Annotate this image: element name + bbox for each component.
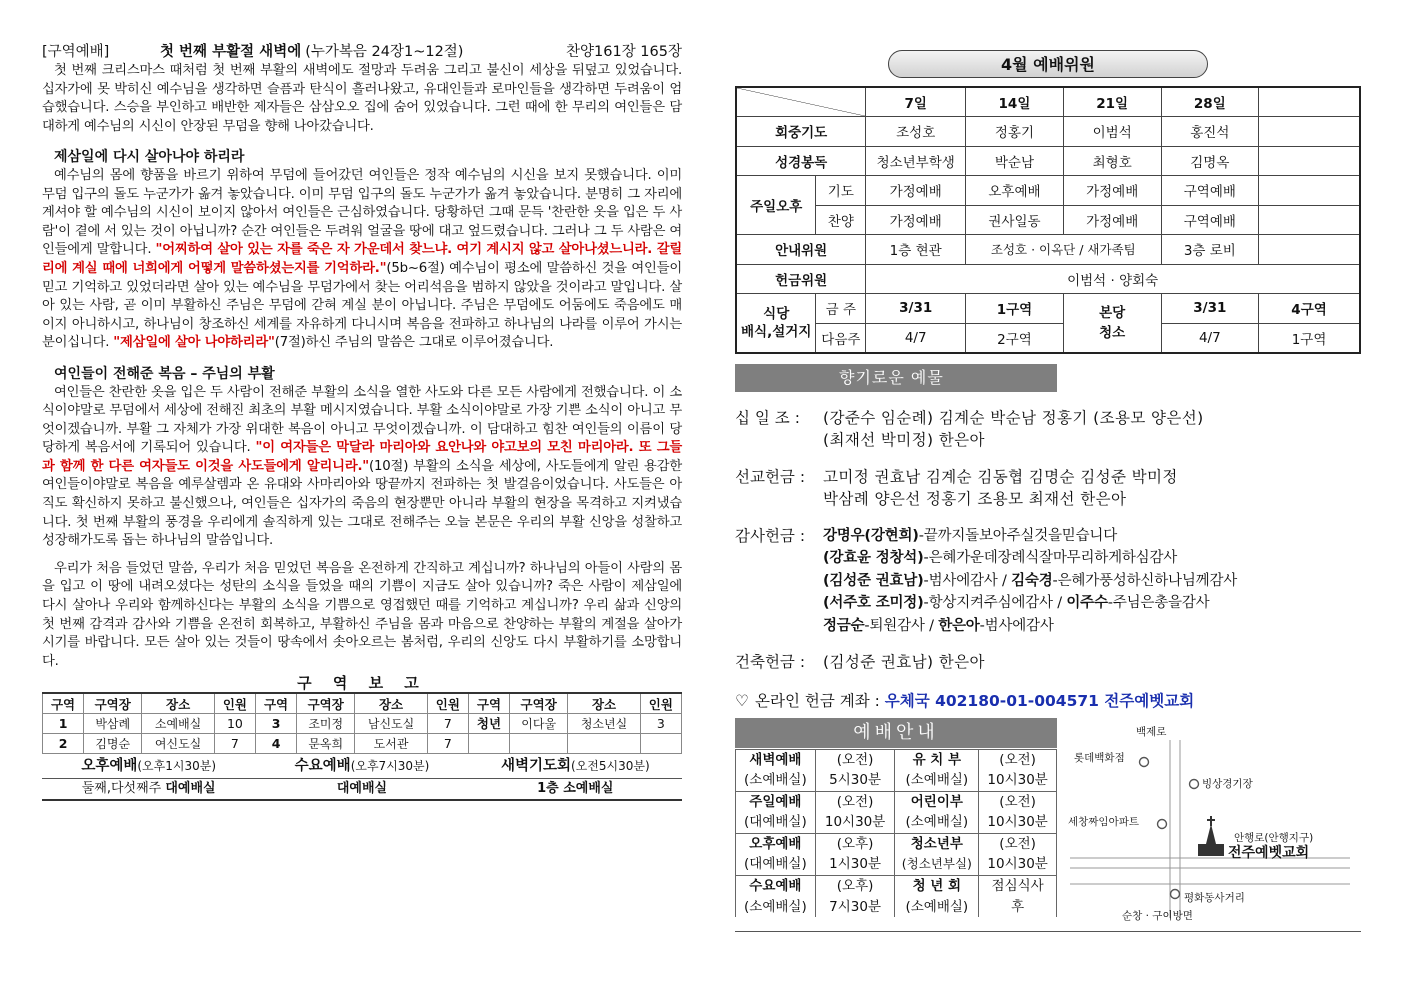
map-label: 롯데백화점 (1074, 751, 1125, 764)
thanks-text: -은혜가풍성하신하나님께감사 (1052, 572, 1238, 589)
cell (568, 733, 641, 753)
map-label: 순창 · 구이방면 (1122, 909, 1193, 922)
cell: 10 (214, 713, 255, 733)
thanks-name: 강명우(강현희) (823, 527, 919, 544)
col-leader: 구역장 (84, 693, 142, 713)
thanks-name: 정금순 (823, 617, 865, 634)
cell: 가정예배 (1063, 176, 1161, 206)
wednesday-worship (255, 754, 468, 778)
service-name: 새벽예배 (749, 751, 802, 768)
dawn-prayer (469, 754, 682, 778)
sub-label: 다음주 (816, 323, 866, 353)
cell: 청소년부학생 (866, 146, 966, 176)
cell: 10시30분 (815, 812, 895, 833)
table-row (736, 117, 1360, 147)
col-count: 인원 (640, 693, 681, 713)
cell: (청소년부실) (895, 854, 979, 875)
clean-label-2: 청소 (1099, 324, 1126, 341)
thanks-name: (김성준 권효남) (823, 572, 924, 589)
blank-cell (1259, 87, 1360, 117)
sermon-paragraph-1: 첫 번째 크리스마스 때처럼 첫 번째 부활의 새벽에도 절망과 두려움 그리고 불신이 세상을 뒤덮고 있었습니다. 십자가에 못 박히신 예수님을 생각하면 슬픔과 탄식이 흘러나왔고, 유대인들과 로마인들을 생각하면 두려움이 엄습했습니다. 스승을 부인하고 배반한 제자들은 삼삼오오 집에 숨어 있었습니다. 그런 때에 한 무리의 여인들은 담대하게 예수님의 시신이 안장된 무덤을 향해 나아갔습니다. (42, 63, 682, 134)
sermon-page (42, 38, 682, 801)
online-account (735, 688, 1361, 714)
meal-label-1: 식당 (763, 305, 790, 322)
date-cell: 14일 (966, 87, 1064, 117)
tithe-line-2: (최재선 박미정) 한은아 (823, 431, 985, 449)
blank-cell (1259, 235, 1360, 265)
afternoon-worship (42, 754, 255, 778)
map-label: 평화동사거리 (1184, 891, 1245, 904)
wednesday-worship-label: 수요예배 (294, 757, 351, 774)
blank-cell (1259, 117, 1360, 147)
cell: 2 (43, 733, 84, 753)
building-label: 건축헌금 : (735, 653, 806, 671)
dawn-prayer-label: 새벽기도회 (500, 757, 572, 774)
sermon-hymn: 찬양161장 165장 (566, 43, 682, 60)
cell: (소예배실) (895, 896, 979, 917)
row-label: 주일오후 (736, 176, 816, 235)
afternoon-worship-label: 오후예배 (81, 757, 138, 774)
cell (736, 833, 816, 854)
cell: (소예배실) (736, 770, 816, 791)
thanks-entry (735, 525, 1361, 638)
cell: 1층 현관 (866, 235, 966, 265)
sermon-subheading-2: 여인들이 전해준 복음 – 주님의 부활 (54, 365, 275, 382)
dawn-prayer-place (469, 779, 682, 799)
thanks-line (823, 570, 1237, 593)
corner-cell (736, 87, 866, 117)
cell: 청소년실 (568, 713, 641, 733)
date-cell: 7일 (866, 87, 966, 117)
table-row (43, 733, 682, 753)
sermon-p2b: (5b~6절) 예수님이 평소에 말씀하신 것을 여인들이 믿고 기억하고 있었더라면 살아 있는 예수님을 무덤가에서 찾는 어리석음을 범하지 않았을 것이라고 말입니다. 살아 있는 사람, 곧 이미 부활하신 주님은 무덤에 갇혀 계실 분이 아닙니다. 주님은 무덤에도 어둠에도 죽음에도 매이지 아니하시고, 하나님이 창조하신 세계를 자유하게 다니시며 복음을 전파하고 하나님의 나라를 이루어 가시는 분이십니다. (42, 260, 682, 351)
cell: 김명옥 (1161, 146, 1259, 176)
info-page (735, 50, 1361, 932)
cell: 박순남 (966, 146, 1064, 176)
mission-line-1: 고미정 권효남 김계순 김동협 김명순 김성준 박미정 (823, 467, 1178, 486)
cell: (오전) (979, 791, 1057, 812)
cell: 홍진석 (1161, 117, 1259, 147)
cell (895, 875, 979, 896)
worship-guide-title: 예배안내 (735, 718, 1057, 748)
table-row (736, 235, 1360, 265)
cell: 7 (427, 713, 468, 733)
sermon-quote-2: "제삼일에 살아 나야하리라" (113, 335, 275, 351)
cell: 남신도실 (355, 713, 428, 733)
table-row (736, 791, 1057, 812)
worship-places-row (42, 779, 682, 801)
cell (895, 791, 979, 812)
sermon-title: 첫 번째 부활절 새벽에 (160, 43, 302, 60)
cell: 최형호 (1063, 146, 1161, 176)
map-label: 안행로(안행지구) (1234, 831, 1314, 844)
thanks-line (823, 525, 1237, 548)
table-row (736, 264, 1360, 294)
cell: 권사일동 (966, 205, 1064, 235)
cell: 7시30분 (815, 896, 895, 917)
thanks-name: 한은아 (938, 617, 980, 634)
cell: 1구역 (1259, 323, 1360, 353)
tithe-label: 십 일 조 : (735, 408, 800, 427)
col-district: 구역 (43, 693, 84, 713)
service-name: 주일예배 (749, 793, 802, 810)
wednesday-worship-room: 대예배실 (336, 780, 388, 796)
sermon-p2a: 예수님의 몸에 향품을 바르기 위하여 무덤에 들어갔던 여인들은 정작 예수님의 시신을 보지 못했습니다. 이미 무덤 입구의 돌도 누군가가 옮겨 놓았습니다. 이미 무덤 입구의 돌도 누군가가 옮겨 놓았습니다. 분명히 그 자리에 계셔야 할 예수님의 시신이 보이지 않아서 여인들은 근심하였습니다. 당황하던 그때 문득 '찬란한 옷을 입은 두 사람'이 곁에 서 있는 것이 아닙니까? 순간 여인들은 두려워 얼굴을 땅에 대고 엎드렸습니다. 그러나 그 두 사람은 여인들에게 말합니다. (42, 167, 682, 258)
cell: (오전) (979, 833, 1057, 854)
cell: 4구역 (1259, 294, 1360, 324)
cell: 10시30분 (979, 854, 1057, 875)
offerings-list (735, 407, 1361, 674)
table-row (736, 833, 1057, 854)
cell: 점심식사 (979, 875, 1057, 896)
service-name: 유 치 부 (912, 751, 962, 768)
sermon-paragraph-4: 우리가 처음 들었던 말씀, 우리가 처음 믿었던 복음을 온전하게 간직하고 계십니까? 하나님의 아들이 사람의 몸을 입고 이 땅에 내려오셨다는 성탄의 소식을 들었을 때의 기쁨이 지금도 살아 있습니까? 죽은 사람이 제삼일에 다시 살아나 우리와 함께하신다는 부활의 소식을 기쁨으로 영접했던 때를 기억하고 계십니까? 우리 삶과 신앙의 첫 번째 감격과 감사와 기쁨을 온전히 회복하고, 부활하신 주님을 몸과 마음으로 찬양하는 부활의 계절을 살아가시기를 바랍니다. 모든 살아 있는 것들이 땅속에서 솟아오르는 봄처럼, 우리의 신앙도 다시 부활하기를 소망합니다. (42, 560, 682, 669)
servants-title: 4월 예배위원 (888, 50, 1208, 78)
cell: 7 (427, 733, 468, 753)
col-count: 인원 (214, 693, 255, 713)
cell: 조미정 (297, 713, 355, 733)
cell: (오후) (815, 875, 895, 896)
building-line: (김성준 권효남) 한은아 (823, 653, 985, 671)
sermon-tag: [구역예배] (42, 43, 110, 60)
table-row (736, 323, 1360, 353)
online-account-number: 우체국 402180-01-004571 전주예벳교회 (884, 691, 1195, 710)
cell: (대예배실) (736, 854, 816, 875)
afternoon-worship-weeks: 둘째,다섯째주 (81, 780, 162, 796)
cell: 2구역 (966, 323, 1064, 353)
mission-line-2: 박삼례 양은선 정홍기 조용모 최재선 한은아 (823, 490, 1127, 508)
cell: 가정예배 (866, 205, 966, 235)
dawn-prayer-room: 1층 소예배실 (537, 780, 614, 796)
sermon-quote-1: "어찌하여 살아 있는 자를 죽은 자 가운데서 찾느냐. 여기 계시지 않고 살아나셨느니라. 갈릴리에 계실 때에 너희에게 어떻게 말씀하셨는지를 기억하라." (42, 242, 682, 276)
cell: 7 (214, 733, 255, 753)
cell: 10시30분 (979, 812, 1057, 833)
worship-guide-table (735, 749, 1057, 918)
row-label (736, 294, 816, 353)
cell: 3/31 (1161, 294, 1259, 324)
table-row (736, 854, 1057, 875)
col-place: 장소 (355, 693, 428, 713)
service-name: 청소년부 (910, 835, 963, 852)
cell (736, 749, 816, 770)
map-label: 세창짜임아파트 (1068, 815, 1140, 828)
district-header-row (43, 693, 682, 713)
table-row (736, 176, 1360, 206)
map-church-name: 전주예벳교회 (1228, 844, 1310, 861)
sermon-subheading-1: 제삼일에 다시 살아나야 하리라 (54, 149, 245, 166)
thanks-text: -은혜가운데장례식잘마무리하게하심감사 (923, 550, 1178, 566)
map-label: 백제로 (1136, 725, 1167, 738)
thanks-text: -항상지켜주심에감사 / (923, 595, 1067, 611)
cell: 청년 (468, 713, 509, 733)
wednesday-worship-time: (오후7시30분) (350, 758, 430, 773)
thanks-name: (강효윤 정창석) (823, 550, 924, 566)
worship-guide (735, 718, 1361, 932)
sermon-scripture: (누가복음 24장1~12절) (305, 43, 464, 60)
cell: 1 (43, 713, 84, 733)
cell: (소예배실) (895, 812, 979, 833)
sermon-p3b: (10절) 부활의 소식을 세상에, 사도들에게 알린 용감한 여인들이야말로 복음을 예루살렘과 온 유대와 사마리아와 땅끝까지 전파하는 첫 발걸음이었습니다. 사도들은 아직도 확신하지 못하고 불신했으나, 여인들은 십자가의 죽음의 현장뿐만 아니라 부활의 현장을 목격하고 지켜냈습니다. 첫 번째 부활의 풍경을 우리에게 솔직하게 있는 그대로 전해주는 오늘 본문은 우리의 부활 신앙을 성찰하고 성장해가도록 돕는 하나님의 말씀입니다. (42, 458, 682, 549)
cell: 이범석 · 양회숙 (866, 264, 1360, 294)
table-row (736, 812, 1057, 833)
sermon-paragraph-2 (42, 167, 682, 353)
thanks-line (823, 592, 1237, 615)
service-name: 청 년 회 (912, 877, 962, 894)
dawn-prayer-time: (오전5시30분) (571, 758, 650, 773)
thanks-name: 김숙경 (1011, 572, 1053, 589)
blank-cell (1259, 205, 1360, 235)
cell: 박삼례 (84, 713, 142, 733)
table-row (736, 875, 1057, 896)
cell: 이범석 (1063, 117, 1161, 147)
cell: (소예배실) (895, 770, 979, 791)
location-map (1060, 718, 1361, 932)
cell: 오후예배 (966, 176, 1064, 206)
afternoon-worship-room: 대예배실 (165, 780, 216, 796)
row-label: 헌금위원 (736, 264, 866, 294)
heart-icon: ♡ (735, 691, 749, 710)
cell: 조성호 (866, 117, 966, 147)
cell: 정홍기 (966, 117, 1064, 147)
thanks-text: -범사에감사 (979, 617, 1054, 634)
clean-label-1: 본당 (1099, 304, 1126, 321)
church-icon (1198, 816, 1224, 856)
cell: (대예배실) (736, 812, 816, 833)
district-report-table (42, 692, 682, 754)
cell: 가정예배 (866, 176, 966, 206)
sermon-p3a: 여인들은 찬란한 옷을 입은 두 사람이 전해준 부활의 소식을 열한 사도와 다른 모든 사람에게 전했습니다. 이 소식이야말로 무덤에서 세상에 전해진 최초의 부활 메시지였습니다. 부활 소식이야말로 가장 기쁜 소식이 아니고 무엇이겠습니까. 부활 그 자체가 가장 위대한 복음이 아니고 무엇이겠습니까. 이 담대하고 힘찬 여인들의 이름이 당당하게 복음서에 기록되어 있습니다. (42, 384, 682, 456)
cell: 문옥희 (297, 733, 355, 753)
cell: 조성호 · 이옥단 / 새가족팀 (966, 235, 1161, 265)
cell: 1시30분 (815, 854, 895, 875)
sermon-paragraph-3 (42, 384, 682, 551)
thanks-text: -주님은총을감사 (1107, 595, 1210, 611)
cell: 1구역 (966, 294, 1064, 324)
tithe-entry (735, 407, 1361, 452)
service-name: 수요예배 (749, 877, 802, 894)
cell: 가정예배 (1063, 205, 1161, 235)
col-leader: 구역장 (510, 693, 568, 713)
cell: (오전) (979, 749, 1057, 770)
mission-entry (735, 466, 1361, 511)
cell: 5시30분 (815, 770, 895, 791)
afternoon-worship-place (42, 779, 255, 799)
cell: 10시30분 (979, 770, 1057, 791)
cell: 3/31 (866, 294, 966, 324)
blank-cell (1259, 176, 1360, 206)
thanks-text: -범사에감사 / (923, 572, 1012, 589)
sub-label: 기도 (816, 176, 866, 206)
cell (510, 733, 568, 753)
offerings-title: 향기로운 예물 (735, 364, 1057, 392)
col-place: 장소 (568, 693, 641, 713)
col-district: 구역 (468, 693, 509, 713)
thanks-label: 감사헌금 : (735, 526, 806, 545)
district-report-title: 구 역 보 고 (297, 674, 427, 693)
row-label (1063, 294, 1161, 353)
row-label: 안내위원 (736, 235, 866, 265)
blank-cell (1259, 146, 1360, 176)
tithe-line-1: (강준수 임순례) 김계순 박순남 정홍기 (조용모 양은선) (823, 408, 1204, 427)
col-count: 인원 (427, 693, 468, 713)
thanks-line (823, 547, 1237, 570)
cell: 3층 로비 (1161, 235, 1259, 265)
servants-table (735, 86, 1361, 354)
col-place: 장소 (142, 693, 215, 713)
cell: (소예배실) (736, 896, 816, 917)
thanks-name: 이주수 (1066, 595, 1108, 611)
service-name: 어린이부 (910, 793, 963, 810)
table-row (736, 146, 1360, 176)
online-label: 온라인 헌금 계좌 : (755, 691, 880, 710)
cell: 도서관 (355, 733, 428, 753)
col-district: 구역 (255, 693, 296, 713)
cell: 4/7 (866, 323, 966, 353)
cell: 김명순 (84, 733, 142, 753)
map-label: 빙상경기장 (1202, 777, 1253, 790)
cell: 후 (979, 896, 1057, 917)
cell: 3 (640, 713, 681, 733)
sermon-header (42, 38, 682, 62)
cell: 이다울 (510, 713, 568, 733)
row-label: 회중기도 (736, 117, 866, 147)
cell: (오전) (815, 791, 895, 812)
building-entry (735, 651, 1361, 674)
table-row (736, 770, 1057, 791)
sermon-p2c: (7절)하신 주님의 말씀은 그대로 이루어졌습니다. (274, 335, 554, 351)
cell: 3 (255, 713, 296, 733)
table-row (43, 713, 682, 733)
col-leader: 구역장 (297, 693, 355, 713)
sub-label: 찬양 (816, 205, 866, 235)
thanks-name: (서주호 조미정) (823, 595, 924, 611)
service-name: 오후예배 (749, 835, 802, 852)
cell: (오후) (815, 833, 895, 854)
cell: 4/7 (1161, 323, 1259, 353)
cell (736, 791, 816, 812)
cell (895, 749, 979, 770)
meal-label-2: 배식,설거지 (741, 323, 812, 340)
servants-date-row (736, 87, 1360, 117)
row-label: 성경봉독 (736, 146, 866, 176)
cell: (오전) (815, 749, 895, 770)
cell: 소예배실 (142, 713, 215, 733)
thanks-text: -끝까지돌보아주실것을믿습니다 (918, 527, 1118, 544)
thanks-text: -퇴원감사 / (864, 617, 939, 634)
cell: 구역예배 (1161, 176, 1259, 206)
cell (895, 833, 979, 854)
cell: 4 (255, 733, 296, 753)
sermon-quote-3: "이 여자들은 막달라 마리아와 요안나와 야고보의 모친 마리아라. 또 그들과 함께 한 다른 여자들도 이것을 사도들에게 알리니라." (42, 440, 683, 474)
table-row (736, 749, 1057, 770)
afternoon-worship-time: (오후1시30분) (137, 758, 216, 773)
date-cell: 21일 (1063, 87, 1161, 117)
table-row (736, 205, 1360, 235)
table-row (736, 294, 1360, 324)
thanks-line (823, 615, 1237, 638)
mission-label: 선교헌금 : (735, 467, 806, 486)
cell: 구역예배 (1161, 205, 1259, 235)
cell: 여신도실 (142, 733, 215, 753)
sub-label: 금 주 (816, 294, 866, 324)
cell (736, 875, 816, 896)
wednesday-worship-place (255, 779, 468, 799)
worship-times-row (42, 754, 682, 779)
date-cell: 28일 (1161, 87, 1259, 117)
cell (468, 733, 509, 753)
table-row (736, 896, 1057, 917)
cell (640, 733, 681, 753)
